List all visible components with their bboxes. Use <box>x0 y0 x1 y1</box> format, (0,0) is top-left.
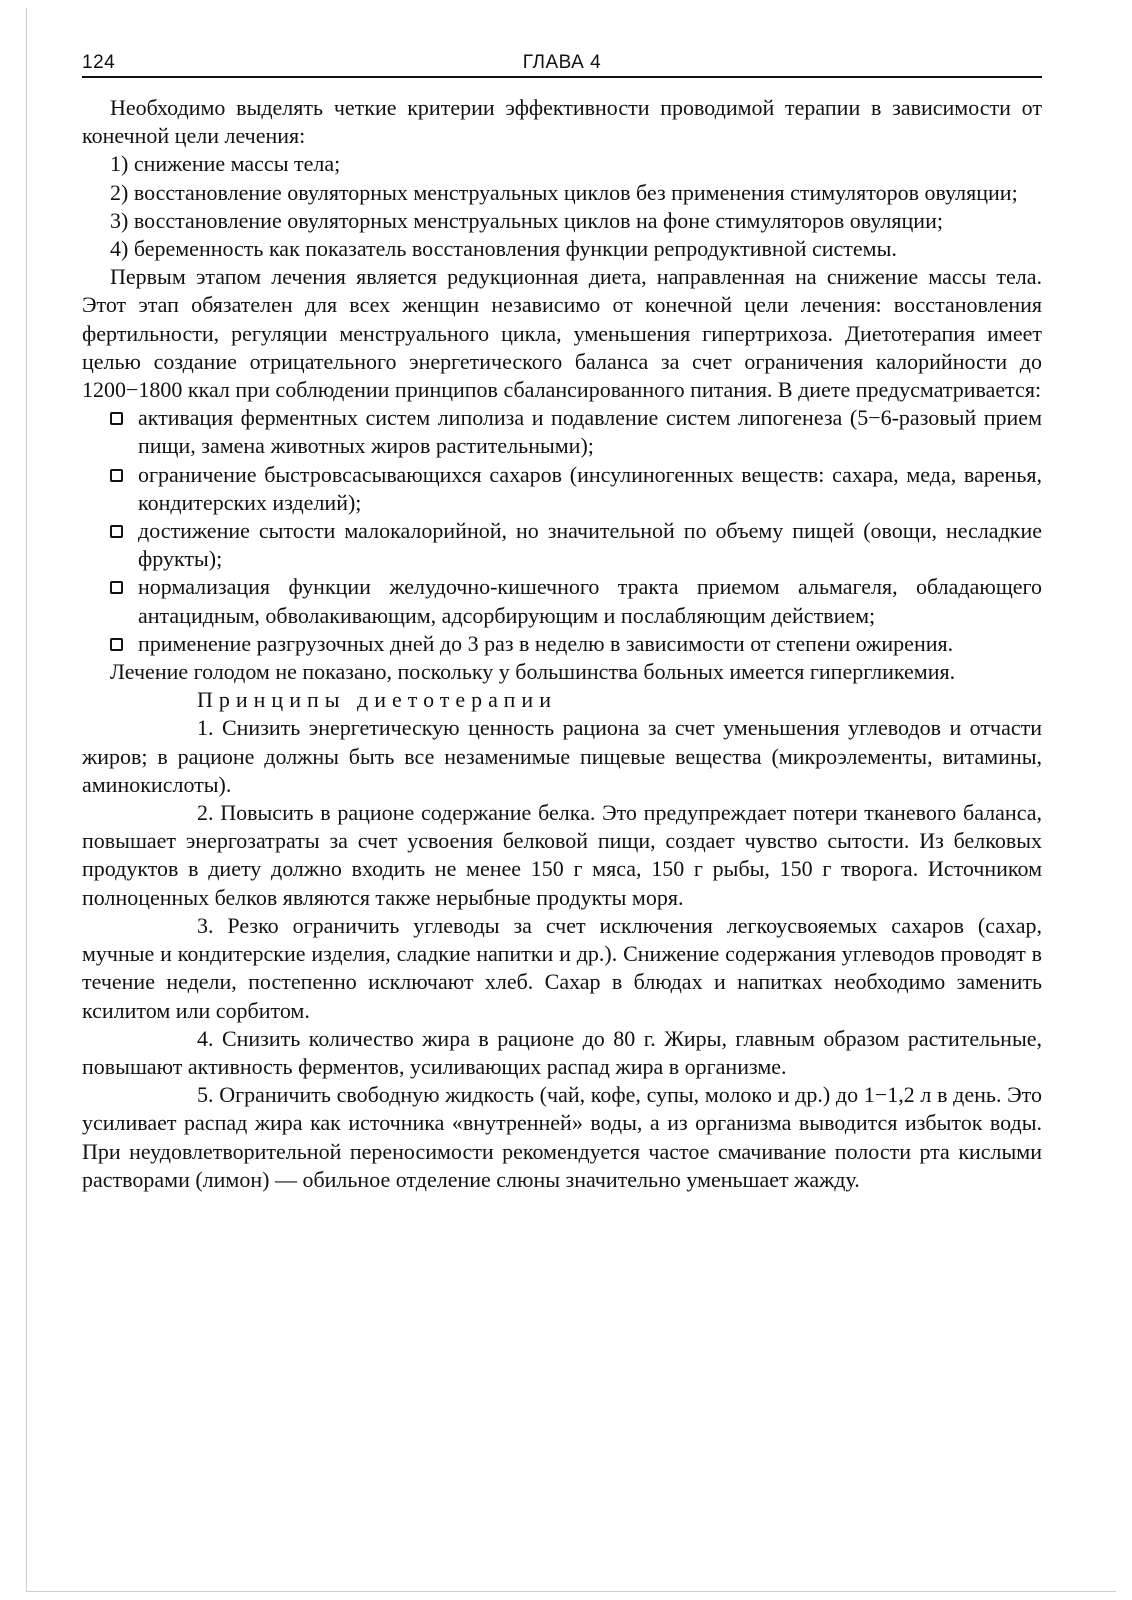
checkbox-bullet-icon <box>110 469 123 482</box>
fasting-note: Лечение голодом не показано, поскольку у большинства больных имеется гипергликемия. <box>110 659 956 685</box>
diet-item-4 <box>82 573 1042 629</box>
diet-item-text: ограничение быстровсасывающихся сахаров (инсулиногенных веществ: сахара, меда, варенья, кондитерских изделий); <box>138 461 1042 515</box>
diet-item-text: нормализация функции желудочно-кишечного тракта приемом альмагеля, обладающего антацидным, обволакивающим, адсорбирующим и послабляющим действием; <box>138 574 1042 628</box>
principles-heading: Принципы диетотерапии <box>197 687 557 713</box>
first-stage-paragraph: Первым этапом лечения является редукционная диета, направленная на снижение массы тела. Этот этап обязателен для всех женщин независимо от конечной цели лечения: восстановления фертильности, регуляции менструального цикла, уменьшения гипертрихоза. Диетотерапия имеет целью создание отрицательного энергетического баланса за счет ограничения калорийности до 1200−1800 ккал при соблюдении принципов сбалансированного питания. В диете предусматривается: <box>82 264 1042 403</box>
principle-3: 3. Резко ограничить углеводы за счет исключения легкоусвояемых сахаров (сахар, мучные и кондитерские изделия, сладкие напитки и др.). Снижение содержания углеводов проводят в течение недели, постепенно исключают хлеб. Сахар в блюдах и напитках необходимо заменить ксилитом или сорбитом. <box>82 912 1042 1023</box>
diet-item-5 <box>82 630 1042 658</box>
diet-item-1 <box>82 404 1042 460</box>
page-body <box>82 94 1042 1194</box>
criterion-1: 1) снижение массы тела; <box>110 151 341 177</box>
checkbox-bullet-icon <box>110 638 123 651</box>
diet-item-3 <box>82 517 1042 573</box>
chapter-title: ГЛАВА 4 <box>522 52 602 73</box>
checkbox-bullet-icon <box>110 412 123 425</box>
principle-5: 5. Ограничить свободную жидкость (чай, кофе, супы, молоко и др.) до 1−1,2 л в день. Это усиливает распад жира как источника «внутренней» воды, а из организма выводится избыток воды. При неудовлетворительной переносимости рекомендуется частое смачивание полости рта кислыми растворами (лимон) — обильное отделение слюны значительно уменьшает жажду. <box>82 1082 1042 1192</box>
page-number: 124 <box>82 52 116 73</box>
principle-4: 4. Снизить количество жира в рационе до 80 г. Жиры, главным образом растительные, повышают активность ферментов, усиливающих распад жира в организме. <box>82 1025 1042 1079</box>
diet-list <box>82 404 1042 658</box>
diet-item-text: активация ферментных систем липолиза и подавление систем липогенеза (5−6-разовый прием пищи, замена животных жиров растительными); <box>138 405 1042 459</box>
principle-1: 1. Снизить энергетическую ценность рациона за счет уменьшения углеводов и отчасти жиров; в рационе должны быть все незаменимые пищевые вещества (микроэлементы, витамины, аминокислоты). <box>82 715 1042 797</box>
diet-item-text: применение разгрузочных дней до 3 раз в неделю в зависимости от степени ожирения. <box>138 630 954 656</box>
criterion-2: 2) восстановление овуляторных менструальных циклов без применения стимуляторов овуляции; <box>110 179 1018 205</box>
criterion-4: 4) беременность как показатель восстановления функции репродуктивной системы. <box>110 236 897 262</box>
diet-item-2 <box>82 461 1042 517</box>
intro-paragraph: Необходимо выделять четкие критерии эффективности проводимой терапии в зависимости от конечной цели лечения: <box>82 95 1042 149</box>
criterion-3: 3) восстановление овуляторных менструальных циклов на фоне стимуляторов овуляции; <box>110 207 943 233</box>
diet-item-text: достижение сытости малокалорийной, но значительной по объему пищей (овощи, несладкие фрукты); <box>138 518 1042 572</box>
checkbox-bullet-icon <box>110 525 123 538</box>
principle-2: 2. Повысить в рационе содержание белка. Это предупреждает потери тканевого баланса, повышает энергозатраты за счет усвоения белковой пищи, создает чувство сытости. Из белковых продуктов в диету должно входить не менее 150 г мяса, 150 г рыбы, 150 г творога. Источником полноценных белков являются также нерыбные продукты моря. <box>82 800 1042 910</box>
page-header <box>82 50 1042 78</box>
checkbox-bullet-icon <box>110 581 123 594</box>
